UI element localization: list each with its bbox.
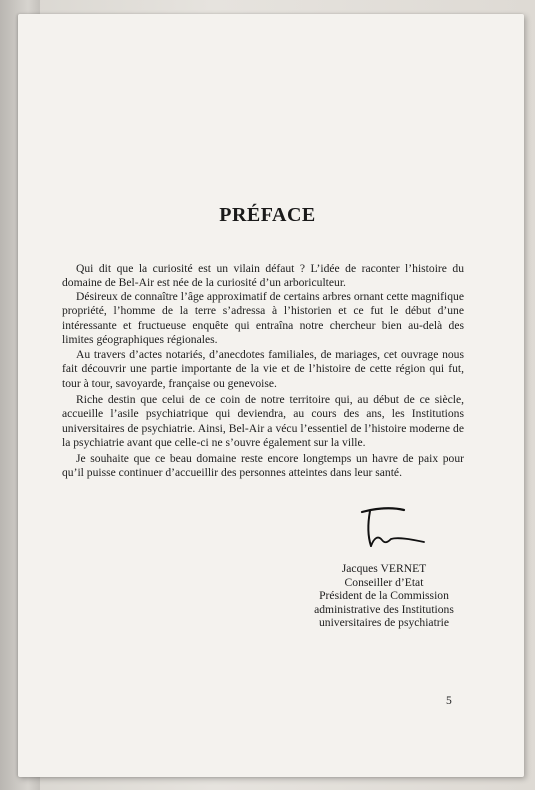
signatory-title: Conseiller d’Etat <box>344 575 424 589</box>
paragraph-3: Au travers d’actes notariés, d’anecdotes familiales, de mariages, cet ouvrage nous fait découvrir une partie importante de la vie et de l’histoire de cette région qui fut, tour à tour, savoyarde, française ou genevoise. <box>62 348 464 390</box>
signatory-role-line-3: universitaires de psychiatrie <box>318 616 450 629</box>
signatory-role-line-1: Président de la Commission <box>319 589 449 602</box>
paragraph-2: Désireux de connaître l’âge approximatif de certains arbres ornant cette magnifique propriété, l’homme de la terre s’adressa à l’historien et ce fut le début d’une intéressante et fructueuse enquête qui entraîna notre chercheur bien au-delà des limites géographiques régionales. <box>62 290 464 346</box>
paragraph-5: Je souhaite que ce beau domaine reste encore longtemps un havre de paix pour qu’il puisse continuer d’accueillir des personnes atteintes dans leur santé. <box>62 452 464 480</box>
signature-block <box>296 562 472 630</box>
handwritten-signature <box>358 502 434 554</box>
page-number: 5 <box>446 694 452 707</box>
page-title: PRÉFACE <box>219 204 316 226</box>
signatory-name: Jacques VERNET <box>341 562 427 575</box>
paragraph-1: Qui dit que la curiosité est un vilain défaut ? L’idée de raconter l’histoire du domaine de Bel-Air est née de la curiosité d’un arboriculteur. <box>62 262 464 290</box>
signatory-role-line-2: administrative des Institutions <box>314 602 454 616</box>
paragraph-4: Riche destin que celui de ce coin de notre territoire qui, au début de ce siècle, accueille l’asile psychiatrique qui deviendra, au cours des ans, les Institutions universitaires de psychiatrie. Ainsi, Bel-Air a vécu l’essentiel de l’histoire moderne de la psychiatrie avant que celle-ci ne s’ouvre également sur la ville. <box>62 393 464 449</box>
